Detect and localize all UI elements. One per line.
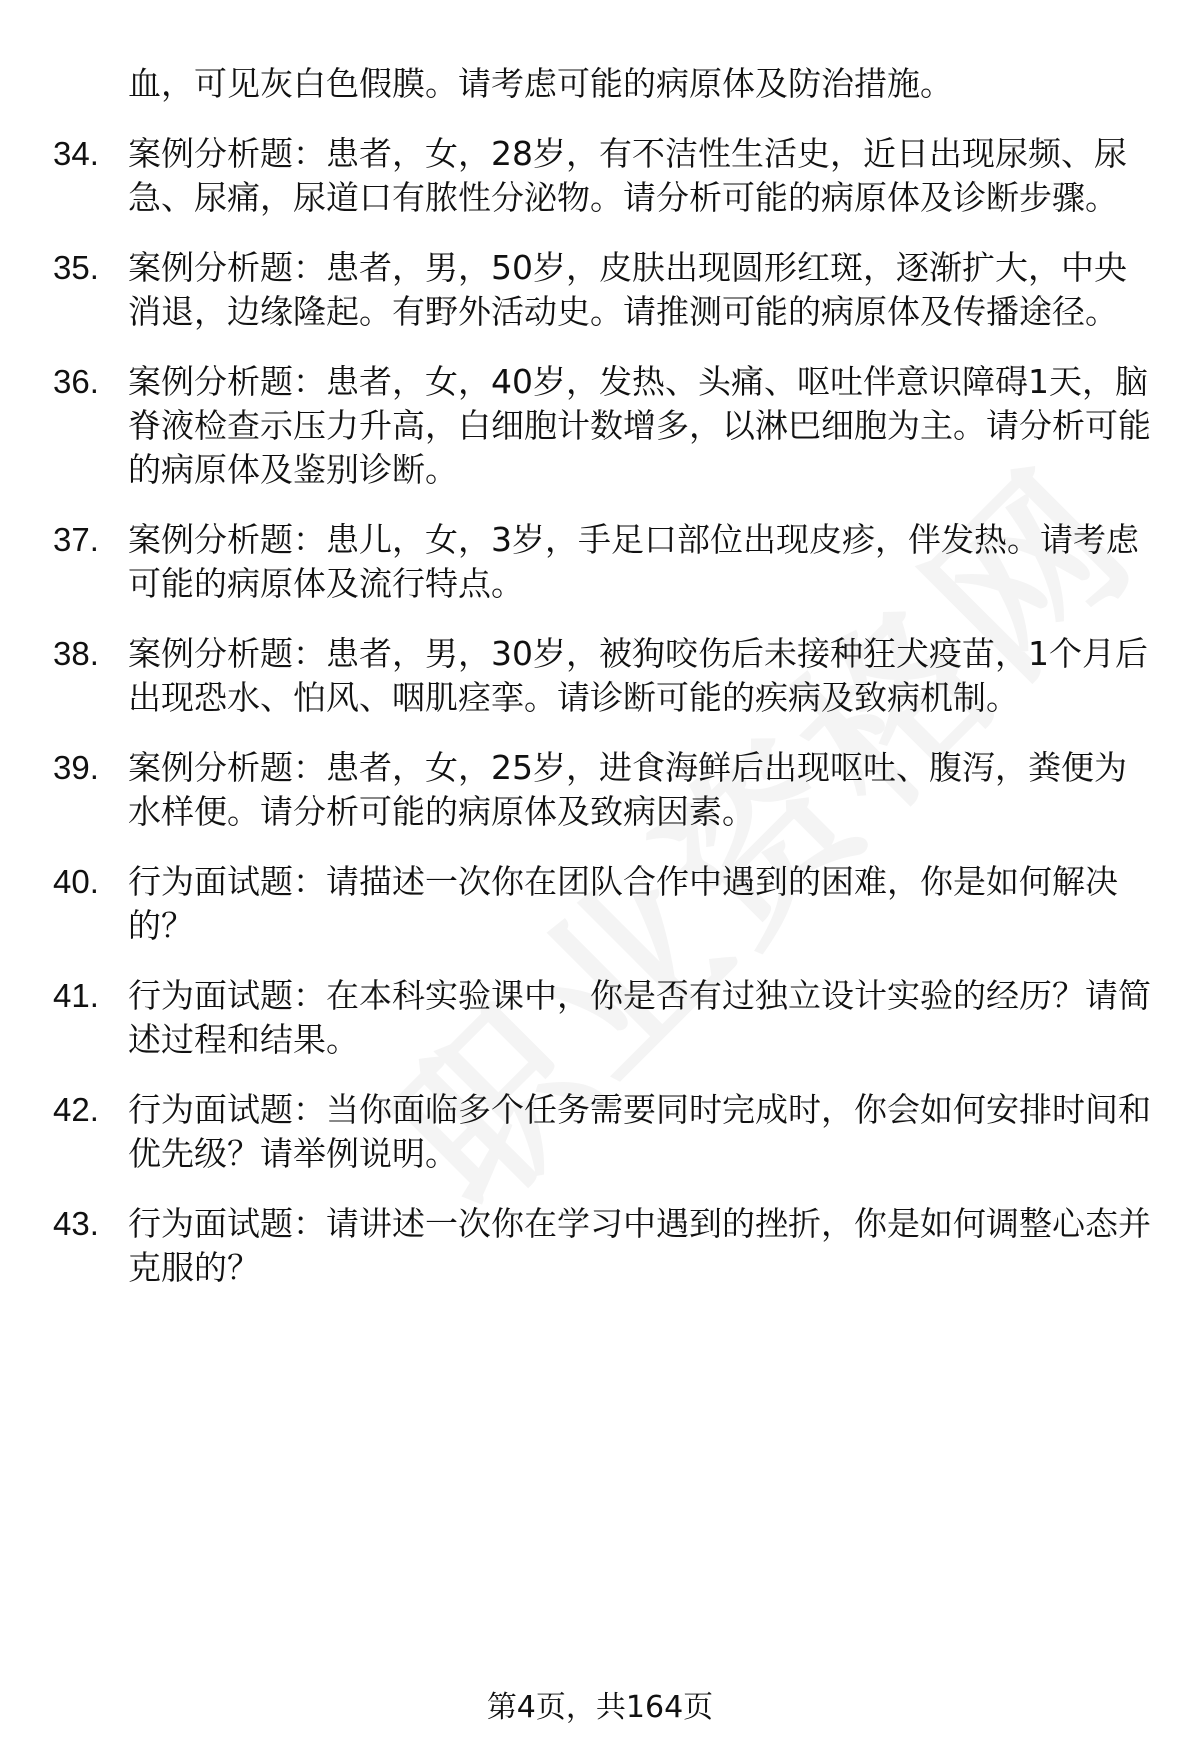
question-text: 行为面试题：在本科实验课中，你是否有过独立设计实验的经历？请简述过程和结果。 — [128, 976, 1151, 1059]
question-number: 34. — [53, 135, 99, 172]
question-item — [0, 246, 1200, 334]
question-number: 39. — [53, 749, 99, 786]
question-item — [0, 132, 1200, 220]
question-text: 行为面试题：请讲述一次你在学习中遇到的挫折，你是如何调整心态并克服的？ — [128, 1204, 1151, 1287]
question-text: 案例分析题：患者，男，30岁，被狗咬伤后未接种狂犬疫苗，1个月后出现恐水、怕风、咽肌痉挛。请诊断可能的疾病及致病机制。 — [128, 634, 1148, 717]
question-item — [0, 1202, 1200, 1290]
continued-question-text: 血，可见灰白色假膜。请考虑可能的病原体及防治措施。 — [128, 64, 953, 103]
question-text: 案例分析题：患者，女，25岁，进食海鲜后出现呕吐、腹泻，粪便为水样便。请分析可能的病原体及致病因素。 — [128, 748, 1127, 831]
question-number: 43. — [53, 1205, 99, 1242]
question-item — [0, 360, 1200, 492]
question-list — [0, 132, 1200, 1316]
question-item — [0, 518, 1200, 606]
question-number: 41. — [53, 977, 99, 1014]
question-text: 案例分析题：患者，女，40岁，发热、头痛、呕吐伴意识障碍1天，脑脊液检查示压力升高，白细胞计数增多，以淋巴细胞为主。请分析可能的病原体及鉴别诊断。 — [128, 362, 1151, 489]
page-footer: 第4页，共164页 — [486, 1690, 714, 1725]
question-text: 行为面试题：请描述一次你在团队合作中遇到的困难，你是如何解决的？ — [128, 862, 1118, 945]
question-item — [0, 632, 1200, 720]
question-number: 42. — [53, 1091, 99, 1128]
question-text: 案例分析题：患儿，女，3岁，手足口部位出现皮疹，伴发热。请考虑可能的病原体及流行特点。 — [128, 520, 1139, 603]
question-number: 38. — [53, 635, 99, 672]
question-item — [0, 746, 1200, 834]
question-number: 35. — [53, 249, 99, 286]
question-number: 40. — [53, 863, 99, 900]
question-text: 行为面试题：当你面临多个任务需要同时完成时，你会如何安排时间和优先级？请举例说明。 — [128, 1090, 1151, 1173]
question-number: 37. — [53, 521, 99, 558]
question-text: 案例分析题：患者，女，28岁，有不洁性生活史，近日出现尿频、尿急、尿痛，尿道口有脓性分泌物。请分析可能的病原体及诊断步骤。 — [128, 134, 1127, 217]
question-number: 36. — [53, 363, 99, 400]
question-item — [0, 974, 1200, 1062]
question-text: 案例分析题：患者，男，50岁，皮肤出现圆形红斑，逐渐扩大，中央消退，边缘隆起。有野外活动史。请推测可能的病原体及传播途径。 — [128, 248, 1127, 331]
question-item — [0, 860, 1200, 948]
question-item — [0, 1088, 1200, 1176]
